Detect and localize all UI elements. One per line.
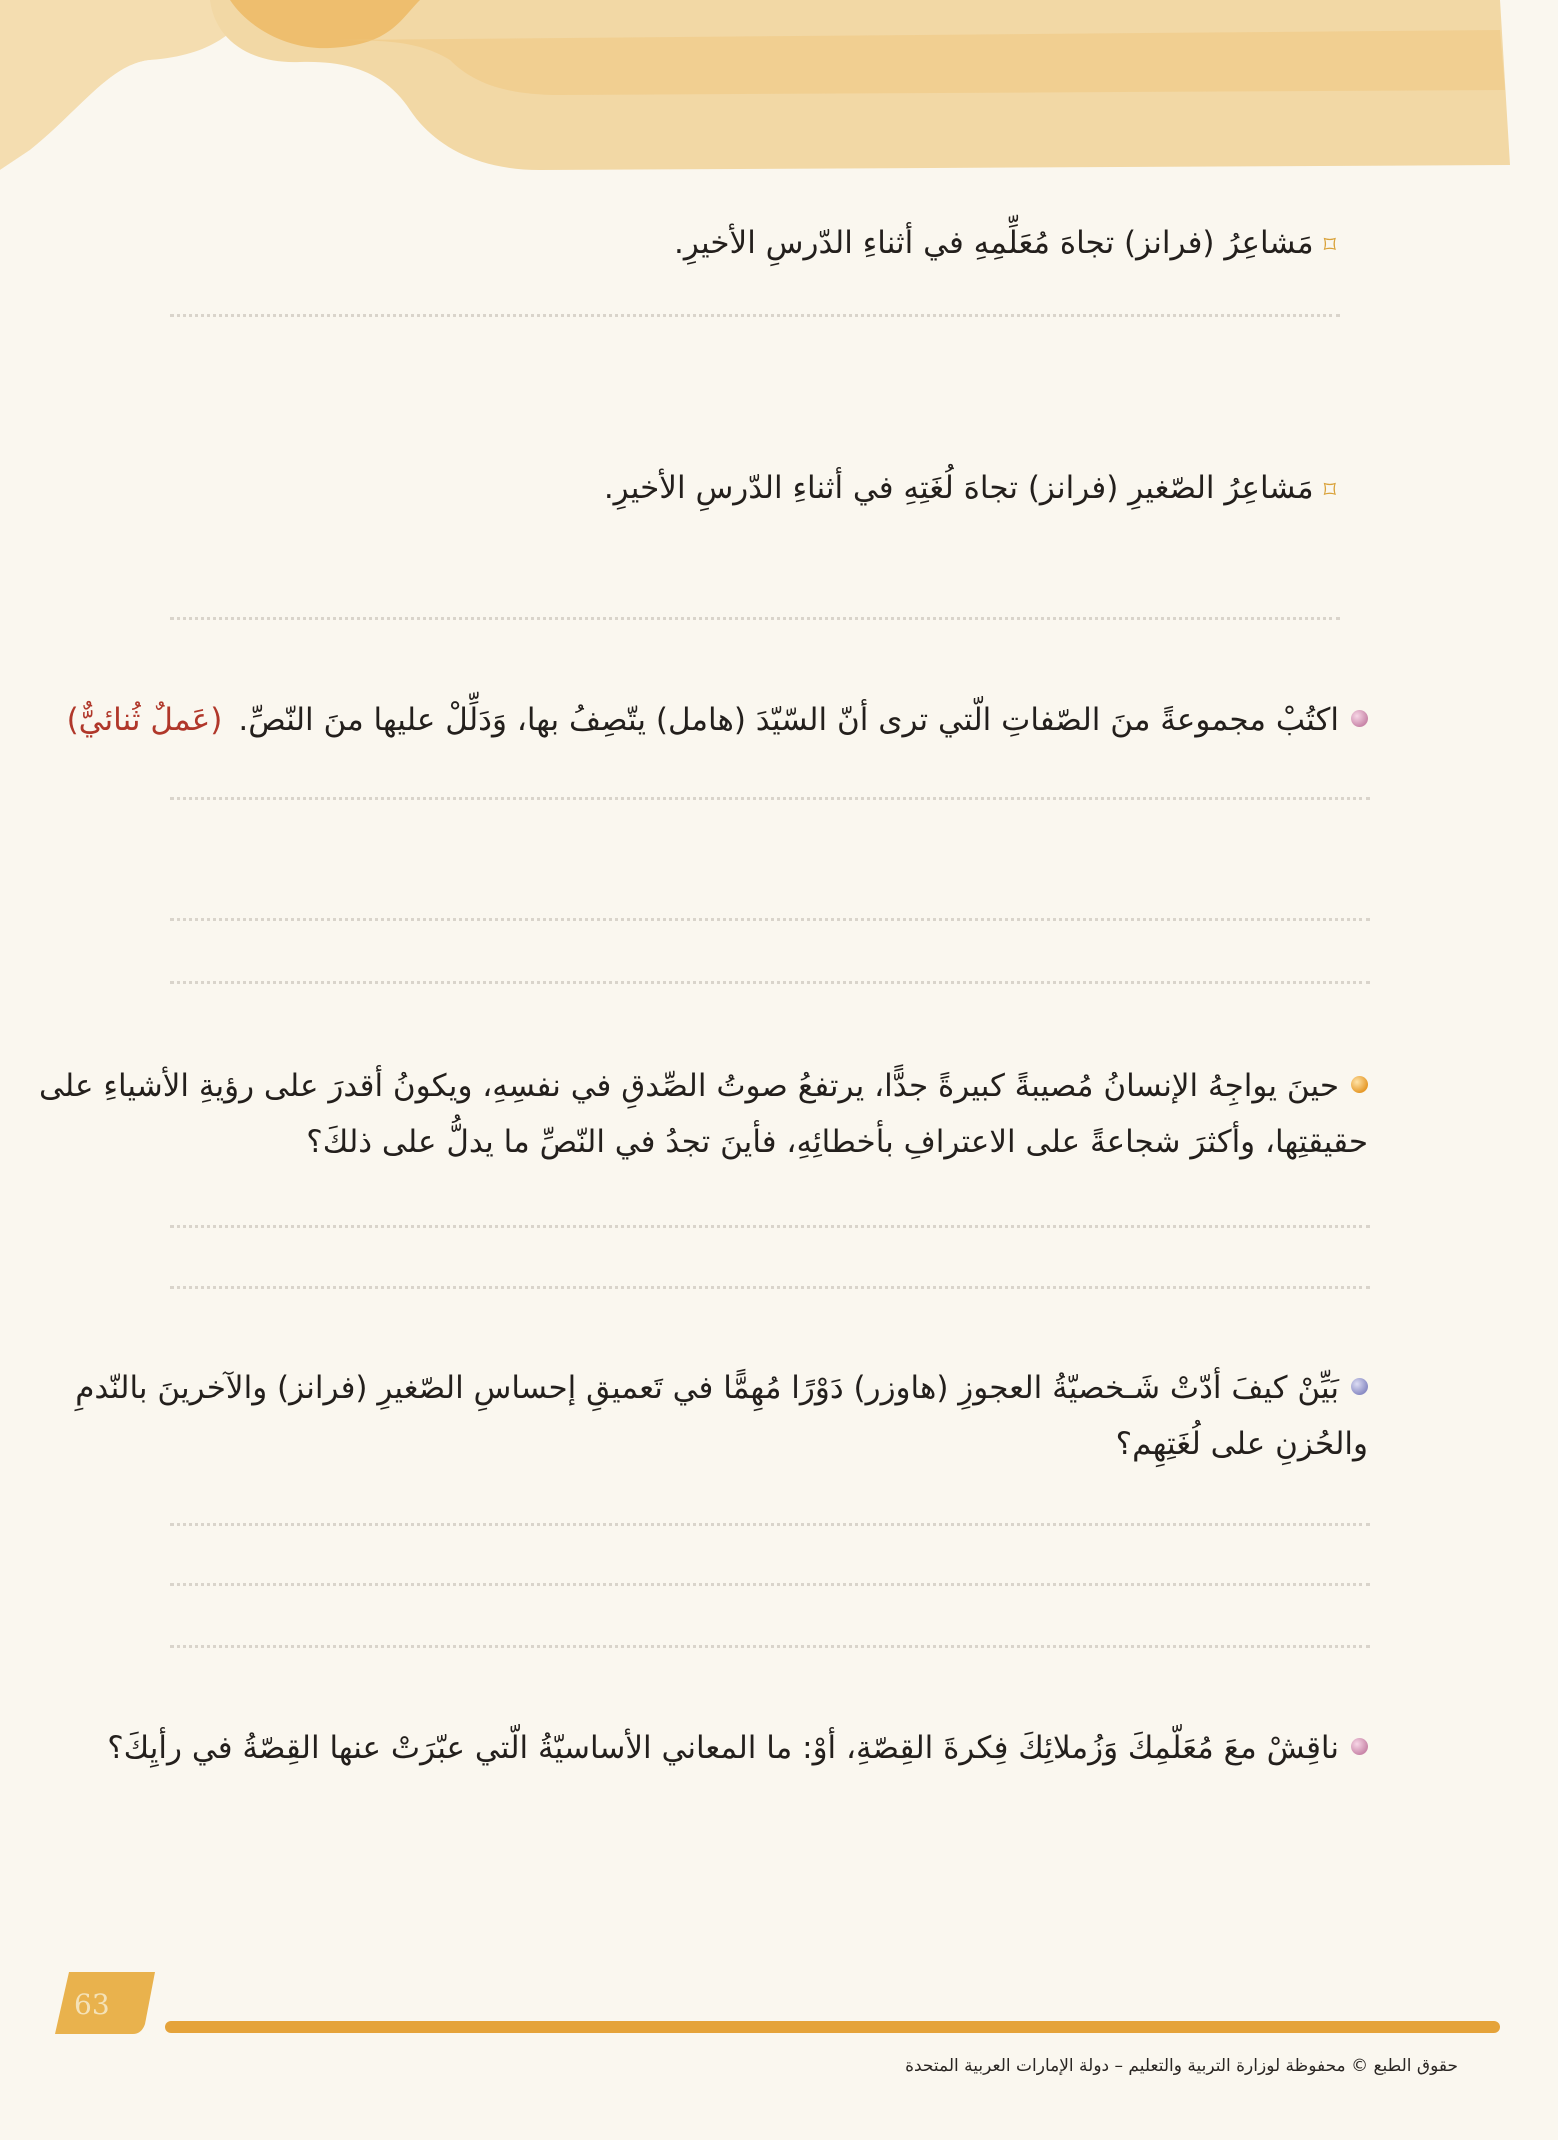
answer-line	[170, 918, 1370, 921]
question-1-text: مَشاعِرُ (فرانز) تجاهَ مُعَلِّمِهِ في أثناءِ الدّرسِ الأخيرِ.	[674, 225, 1314, 261]
question-2	[236, 460, 1336, 518]
question-2-text: مَشاعِرُ الصّغيرِ (فرانز) تجاهَ لُغَتِهِ في أثناءِ الدّرسِ الأخيرِ.	[603, 470, 1314, 506]
pair-work-tag: (عَملٌ ثُنائيٌّ)	[66, 702, 223, 738]
question-1	[236, 215, 1336, 273]
question-5-line-1: بَيِّنْ كيفَ أدّتْ شَـخصيّةُ العجوزِ (هاوزر) دَوْرًا مُهِمًّا في تَعميقِ إحساسِ الصّغيرِ (فرانز) والآخرينَ بالنّدمِ	[8, 1360, 1368, 1416]
answer-line	[170, 1645, 1370, 1648]
question-4-line-1: حينَ يواجِهُ الإنسانُ مُصيبةً كبيرةً جدًّا، يرتفعُ صوتُ الصِّدقِ في نفسِهِ، ويكونُ أقدرَ على رؤيةِ الأشياءِ على	[8, 1058, 1368, 1114]
question-4-line-2: حقيقتِها، وأكثرَ شجاعةً على الاعترافِ بأخطائِهِ، فأينَ تجدُ في النّصِّ ما يدلُّ على ذلكَ؟	[306, 1124, 1368, 1160]
star-bullet-icon: ⌑	[1323, 475, 1336, 504]
question-5-line-2: والحُزنِ على لُغَتِهِم؟	[1115, 1426, 1368, 1462]
purple-bullet-icon	[1351, 1378, 1368, 1395]
copyright-notice: حقوق الطبع © محفوظة لوزارة التربية والتعليم – دولة الإمارات العربية المتحدة	[905, 2056, 1458, 2076]
answer-line	[170, 1225, 1370, 1228]
page-number: 63	[74, 1988, 110, 2021]
footer-bar	[165, 2021, 1500, 2033]
question-5	[8, 1360, 1368, 1472]
question-4	[8, 1058, 1368, 1170]
answer-line	[170, 797, 1370, 800]
question-6-text: ناقِشْ معَ مُعَلّمِكَ وَزُملائِكَ فِكرةَ القِصّةِ، أوْ: ما المعاني الأساسيّةُ الّتي عبّرَتْ عنها القِصّةُ في رأيِكَ؟	[107, 1730, 1339, 1766]
question-6	[8, 1720, 1368, 1776]
question-3	[8, 692, 1368, 748]
answer-line	[170, 1523, 1370, 1526]
answer-line	[170, 314, 1340, 317]
answer-line	[170, 617, 1340, 620]
star-bullet-icon: ⌑	[1323, 230, 1336, 259]
answer-line	[170, 1286, 1370, 1289]
header-decoration	[0, 0, 1558, 210]
pink-bullet-icon	[1351, 710, 1368, 727]
question-3-text: اكتُبْ مجموعةً منَ الصّفاتِ الّتي ترى أنّ السّيّدَ (هامل) يتّصِفُ بها، وَدَلِّلْ عليها منَ النّصِّ.	[238, 702, 1339, 738]
pink-bullet-icon	[1351, 1738, 1368, 1755]
answer-line	[170, 981, 1370, 984]
orange-bullet-icon	[1351, 1076, 1368, 1093]
answer-line	[170, 1583, 1370, 1586]
